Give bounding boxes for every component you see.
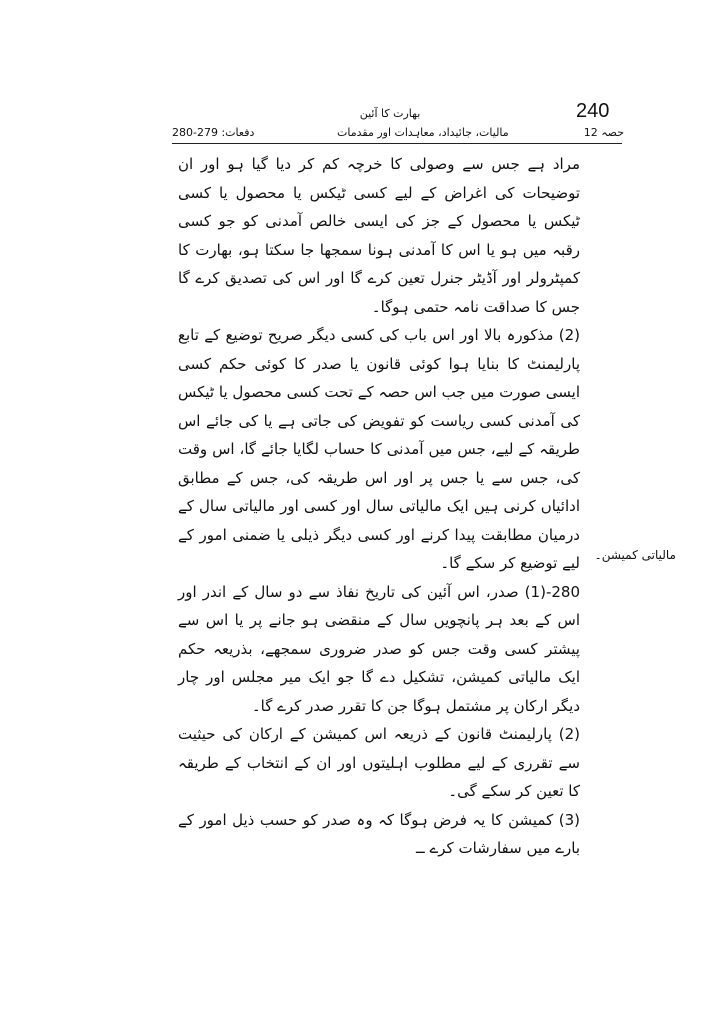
book-title: بھارت کا آئین (359, 107, 421, 120)
paragraph-280-2: (2) پارلیمنٹ قانون کے ذریعہ اس کمیشن کے ارکان کی حیثیت سے تقرری کے لیے مطلوب اہلیتوں اور ان کے انتخاب کے طریقہ کا تعین کر سکے گی۔ (178, 725, 580, 800)
paragraph-279-2: (2) مذکورہ بالا اور اس باب کی کسی دیگر صریح توضیع کے تابع پارلیمنٹ کا بنایا ہوا کوئی قانون یا صدر کا کوئی حکم کسی ایسی صورت میں جب اس حصہ کے تحت کسی محصول یا ٹیکس کی آمدنی کسی ریاست کو تفویض کی جاتی ہے یا کی جائے اس طریقہ کے لیے، جس میں آمدنی کا حساب لگایا جائے گا، اس وقت کی، جس سے یا جس پر اور اس طریقہ کی، جس کے مطابق ادائیاں کرنی ہیں ایک مالیاتی سال اور کسی اور مالیاتی سال کے درمیان مطابقت پیدا کرنے اور کسی دیگر ذیلی یا ضمنی امور کے لیے توضیع کر سکے گا۔ (178, 326, 580, 572)
subject-label: مالیات، جائیداد، معاہدات اور مقدمات (337, 126, 509, 139)
paragraph-280-1: 280-(1) صدر، اس آئین کی تاریخ نفاذ سے دو سال کے اندر اور اس کے بعد ہر پانچویں سال کے منقضی ہو جانے پر یا اس سے پیشتر کسی وقت جس کو صدر ضروری سمجھے، بذریعہ حکم ایک مالیاتی کمیشن، تشکیل دے گا جو ایک میر مجلس اور چار دیگر ارکان پر مشتمل ہوگا جن کا تقرر صدر کرے گا۔ (178, 582, 580, 715)
articles-label: دفعات: 279-280 (172, 126, 255, 139)
page-number: 240 (576, 100, 610, 122)
margin-note: مالیاتی کمیشن۔ (594, 548, 676, 562)
header-divider (172, 143, 622, 144)
body-text (178, 150, 580, 863)
paragraph-280-3: (3) کمیشن کا یہ فرض ہوگا کہ وہ صدر کو حسب ذیل امور کے بارے میں سفارشات کرے ــ (178, 810, 580, 857)
running-header (172, 126, 624, 142)
paragraph-continuation: مراد ہے جس سے وصولی کا خرچہ کم کر دیا گیا ہو اور ان توضیحات کی اغراض کے لیے کسی ٹیکس یا محصول یا کسی ٹیکس یا محصول کے جز کی ایسی خالص آمدنی کو جو کسی رقبہ میں ہو یا اس کا آمدنی ہونا سمجھا جا سکتا ہو، بھارت کا کمپٹرولر اور آڈیٹر جنرل تعین کرے گا اور اس کی تصدیق کرے گا جس کا صداقت نامہ حتمی ہوگا۔ (178, 155, 580, 316)
part-label: حصہ 12 (583, 126, 624, 139)
